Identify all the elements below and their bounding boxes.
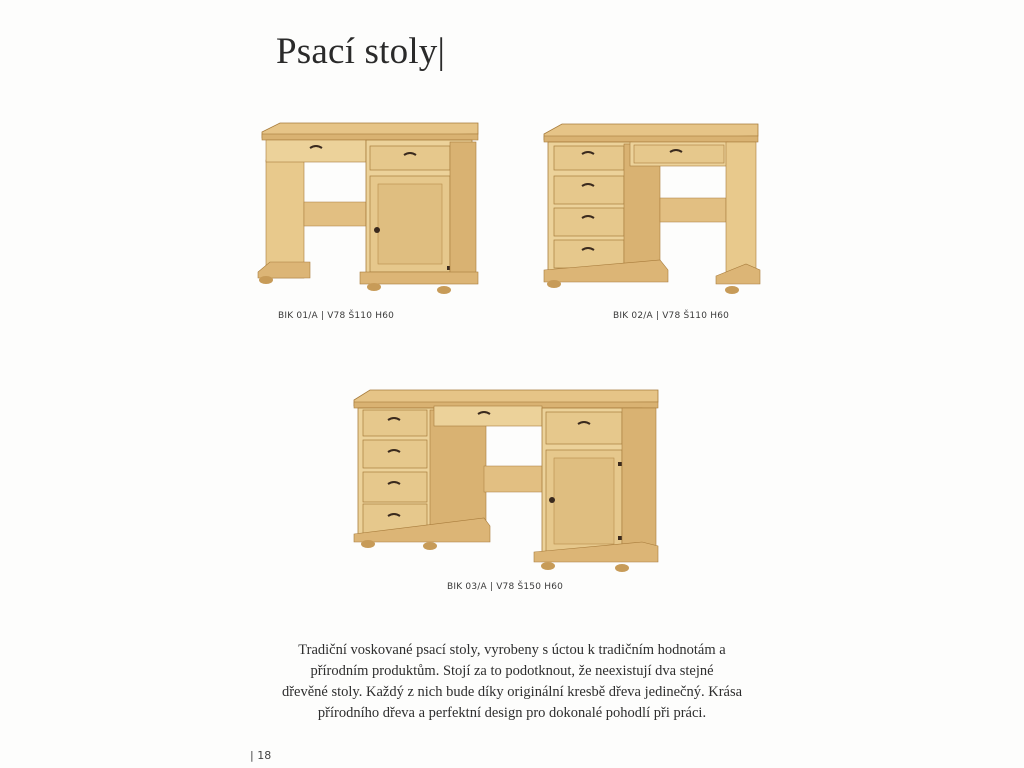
desk-bik-01-illustration	[252, 120, 484, 298]
page-title: Psací stoly|	[276, 31, 446, 72]
caption-separator: |	[655, 311, 663, 321]
desk-image-bik-01	[252, 120, 484, 298]
description-line: Tradiční voskované psací stoly, vyrobeny s úctou k tradičním hodnotám a	[298, 642, 726, 658]
desk-bik-03-illustration	[350, 386, 662, 572]
product-code: BIK 01/A	[278, 311, 318, 321]
product-code: BIK 02/A	[613, 311, 653, 321]
desk-image-bik-02	[540, 120, 764, 298]
description-line: přírodního dřeva a perfektní design pro dokonalé pohodlí při práci.	[317, 705, 707, 721]
product-dimensions: V78 Š150 H60	[496, 582, 564, 592]
product-dimensions: V78 Š110 H60	[327, 311, 395, 321]
product-description	[262, 640, 762, 724]
description-line: přírodním produktům. Stojí za to podotknout, že neexistují dva stejné	[310, 663, 714, 679]
desk-image-bik-03	[350, 386, 662, 572]
caption-separator: |	[320, 311, 328, 321]
caption-bik-02	[613, 311, 729, 321]
desk-bik-02-illustration	[540, 120, 764, 298]
caption-separator: |	[489, 582, 497, 592]
page-number: | 18	[250, 749, 272, 762]
product-dimensions: V78 Š110 H60	[662, 311, 730, 321]
caption-bik-03	[447, 582, 563, 592]
product-code: BIK 03/A	[447, 582, 487, 592]
caption-bik-01	[278, 311, 394, 321]
description-line: dřevěné stoly. Každý z nich bude díky originální kresbě dřeva jedinečný. Krása	[281, 684, 743, 700]
